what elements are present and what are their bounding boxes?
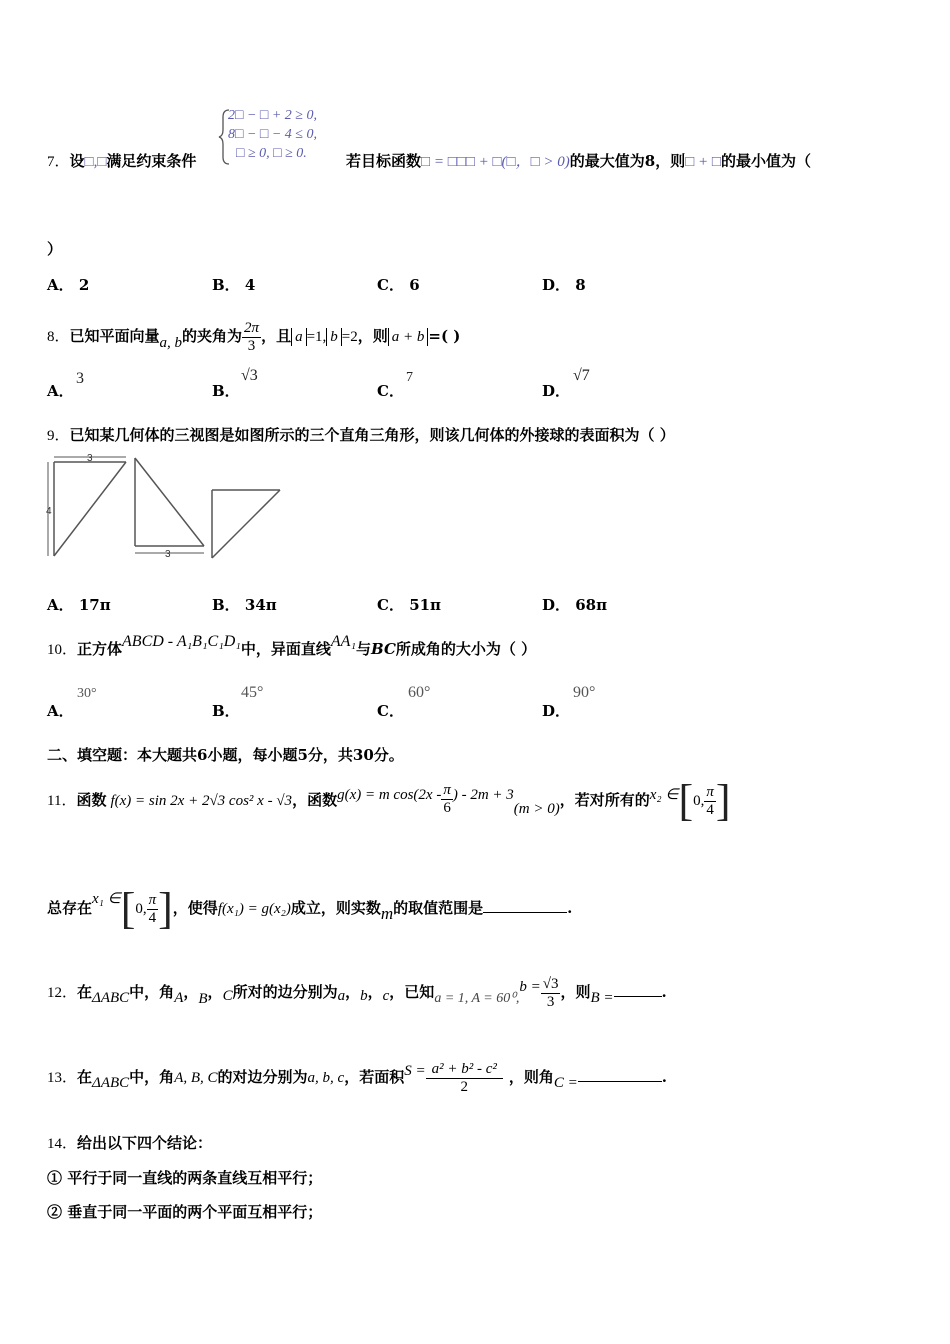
q10-option-b[interactable]: B．: [212, 702, 240, 720]
q12-end: .: [661, 983, 667, 1001]
q8-text2: 的夹角为: [182, 327, 243, 345]
q13-end: .: [661, 1068, 668, 1086]
q12-given: a = 1, A = 60⁰,: [434, 991, 520, 1006]
q7-tail: 的最大值为8，则: [569, 152, 686, 170]
q12-b: b: [360, 988, 368, 1004]
q11-eq: f(x₁) = g(x₂): [217, 901, 291, 917]
three-view-figure: [44, 454, 294, 562]
q8-option-d-value: √7: [573, 367, 590, 384]
q7-option-a[interactable]: A． 2: [47, 276, 90, 294]
q12-text5: ，则: [560, 983, 591, 1001]
q11-text6: 的取值范围是: [393, 899, 484, 917]
q10-option-c-value: 60°: [408, 684, 431, 701]
q8-cond2: =2: [341, 329, 358, 345]
dim-side: 4: [46, 506, 52, 517]
q7-ineq-1: 2□ − □ + 2 ≥ 0,: [228, 108, 317, 123]
q11-pi4-b: $\frac{\pi}{4}$: [148, 891, 157, 926]
q7-objective: □ = □□□ + □(□，□ > 0): [421, 154, 570, 170]
q7-vars: □,□: [84, 154, 107, 170]
q13-text4: ，若面积: [344, 1068, 405, 1086]
q10-text3: 与: [356, 640, 372, 658]
section-2-heading: 二、填空题：本大题共6小题，每小题5分，共30分。: [47, 746, 404, 764]
q8-abs-b: b: [326, 328, 342, 346]
q12-text2: 中，角: [129, 983, 175, 1001]
q10-option-b-value: 45°: [241, 684, 264, 701]
q7-close: ）: [47, 240, 63, 258]
q10-option-a-value: 30°: [77, 686, 97, 701]
q11-cond: (m > 0): [513, 801, 560, 817]
q7-expr: □ + □: [685, 154, 721, 170]
q9-text: 已知某几何体的三视图是如图所示的三个直角三角形，则该几何体的外接球的表面积为（ ）: [69, 426, 675, 444]
q13-text5: ，则角: [508, 1068, 554, 1086]
q8-option-c[interactable]: C．: [377, 382, 404, 400]
q12-comma3: ，: [345, 983, 361, 1001]
q13-angles: A, B, C: [174, 1070, 218, 1086]
q10-option-c[interactable]: C．: [377, 702, 404, 720]
q8-option-c-value: 7: [406, 370, 413, 385]
q8-end: =( ): [428, 327, 461, 345]
dim-bottom: 3: [165, 549, 171, 560]
q13-S: S =: [404, 1063, 426, 1079]
q11-text5: 成立，则实数: [290, 899, 381, 917]
q12-B: B: [198, 991, 208, 1007]
q11-pi4: $\frac{\pi}{4}$: [706, 783, 714, 818]
q12-C: C: [222, 988, 233, 1004]
q13-number: 13．: [47, 1070, 78, 1086]
q11-range-a2: 0,: [135, 901, 147, 917]
q11-m: m: [380, 904, 394, 923]
q9-number: 9．: [47, 428, 70, 444]
q12-ans: B =: [590, 990, 614, 1006]
q11-f: f(x) = sin 2x + 2√3 cos² x - √3: [110, 793, 293, 809]
q9-option-d[interactable]: D． 68π: [542, 596, 608, 614]
q12-text3: 所对的边分别为: [232, 983, 338, 1001]
q10-text2: 中，异面直线: [240, 640, 331, 658]
side-view-triangle: [135, 458, 204, 546]
q11-number: 11．: [47, 793, 77, 809]
q13-ans: C =: [553, 1075, 578, 1091]
q10-number: 10．: [47, 642, 78, 658]
q13-text2: 中，角: [129, 1068, 175, 1086]
q13-text1: 在: [77, 1068, 93, 1086]
q12-c: c: [382, 988, 390, 1004]
q11-g2: ) - 2m + 3: [452, 787, 514, 803]
q11-text1: 函数: [76, 791, 107, 809]
q8-abs-a: a: [291, 328, 307, 346]
q10-bc: BC: [371, 640, 396, 658]
q11-x2: x₂ ∈: [649, 787, 679, 803]
q11-end: .: [567, 899, 573, 917]
q7-constraint-system: [218, 108, 358, 166]
q7-mid: 满足约束条件: [106, 152, 197, 170]
q11-answer-blank[interactable]: [483, 912, 567, 913]
dim-top: 3: [87, 454, 93, 464]
q8-option-d[interactable]: D．: [542, 382, 571, 400]
q11-g1: g(x) = m cos(2x -: [337, 787, 442, 803]
q8-angle: $\frac{2\pi}{3}$: [244, 319, 260, 354]
q7-after: 若目标函数: [346, 152, 422, 170]
q12-text4: ，已知: [389, 983, 435, 1001]
q8-cond: =1,: [306, 329, 327, 345]
q13-text3: 的对边分别为: [217, 1068, 308, 1086]
q12-text1: 在: [77, 983, 93, 1001]
q7-option-d[interactable]: D． 8: [542, 276, 586, 294]
q12-bval: b =: [519, 979, 541, 995]
q9-option-a[interactable]: A． 17π: [47, 596, 111, 614]
q11-text4: ，使得: [172, 899, 218, 917]
q7-option-b[interactable]: B． 4: [212, 276, 256, 294]
front-view-triangle: [54, 462, 126, 556]
q11-pi6: $\frac{\pi}{6}$: [443, 781, 451, 816]
q11-text2: ，函数: [292, 791, 338, 809]
q14-text: 给出以下四个结论：: [77, 1134, 213, 1152]
q13-sides: a, b, c: [307, 1070, 345, 1086]
q9-option-c[interactable]: C． 51π: [377, 596, 442, 614]
q14-number: 14．: [47, 1136, 78, 1152]
q7-ineq-3: □ ≥ 0, □ ≥ 0.: [236, 146, 307, 161]
q12-b-frac: $\frac{√3}{3}$: [542, 975, 559, 1010]
q7-option-c[interactable]: C． 6: [377, 276, 420, 294]
q10-option-a[interactable]: A．: [47, 702, 74, 720]
q8-abs-sum: a + b: [388, 328, 429, 346]
q10-option-d-value: 90°: [573, 684, 596, 701]
q12-comma1: ，: [183, 983, 199, 1001]
q10-line: AA₁: [330, 633, 356, 650]
q8-text3: ，且: [261, 327, 292, 345]
q12-A: A: [174, 990, 184, 1006]
q12-tri: ΔABC: [92, 990, 130, 1006]
q14-item-1: ① 平行于同一直线的两条直线互相平行；: [47, 1169, 323, 1187]
q7-ineq-2: 8□ − □ − 4 ≤ 0,: [228, 127, 317, 142]
q11-x1: x₁ ∈: [92, 891, 121, 907]
q11-text3: ，若对所有的: [559, 791, 650, 809]
q12-a: a: [337, 988, 346, 1004]
q8-text4: ，则: [357, 327, 388, 345]
q10-option-d[interactable]: D．: [542, 702, 571, 720]
q12-comma2: ，: [207, 983, 223, 1001]
q8-option-a[interactable]: A．: [47, 382, 74, 400]
q7-number: 7．: [47, 154, 70, 170]
q14-item-2: ② 垂直于同一平面的两个平面互相平行；: [47, 1203, 323, 1221]
q8-vars: a, b: [159, 335, 183, 351]
q9-option-b[interactable]: B． 34π: [212, 596, 277, 614]
q10-cube: ABCD - A₁B₁C₁D₁: [122, 633, 241, 650]
q7-end: 的最小值为（: [721, 152, 812, 170]
q12-comma4: ，: [367, 983, 383, 1001]
q8-number: 8．: [47, 329, 70, 345]
q11-range-a: 0,: [693, 793, 705, 809]
q10-text4: 所成角的大小为（ ）: [395, 640, 537, 658]
q13-area-frac: $\frac{\text{a² + b² - c²}}{2}$: [426, 1061, 503, 1096]
q11-line2a: 总存在: [47, 899, 93, 917]
q12-answer-blank[interactable]: [614, 996, 662, 997]
q8-text: 已知平面向量: [69, 327, 160, 345]
q12-number: 12．: [47, 985, 78, 1001]
q8-option-b[interactable]: B．: [212, 382, 240, 400]
q8-option-b-value: √3: [241, 367, 258, 384]
top-view-triangle: [212, 490, 280, 558]
q13-tri: ΔABC: [92, 1075, 130, 1091]
q13-answer-blank[interactable]: [578, 1081, 662, 1082]
q10-text: 正方体: [77, 640, 123, 658]
q7-prefix: 设: [69, 152, 85, 170]
q8-option-a-value: 3: [76, 370, 84, 387]
